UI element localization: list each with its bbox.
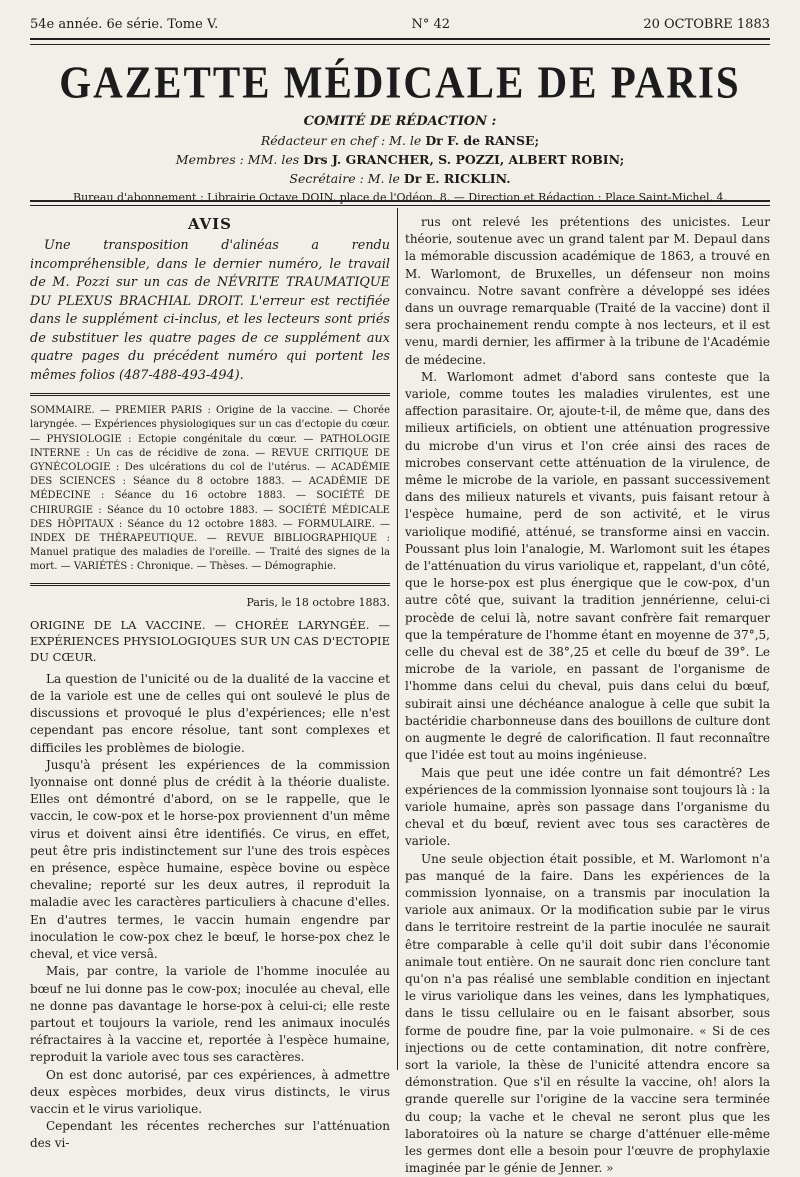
section-divider bbox=[30, 583, 390, 586]
summary: SOMMAIRE. — PREMIER PARIS : Origine de la vaccine. — Chorée laryngée. — Expériences physiologiques sur un cas d'ectopie du cœur. — PHYSIOLOGIE : Ectopie congénitale du cœur. — PATHOLOGIE INTERNE : Un cas de récidive de zona. — REVUE CRITIQUE DE GYNÉCOLOGIE : Des ulcérations du col de l'utérus. — ACADÉMIE DES SCIENCES : Séance du 8 octobre 1883. — ACADÉMIE DE MÉDECINE : Séance du 16 octobre 1883. — SOCIÉTÉ DE CHIRURGIE : Séance du 10 octobre 1883. — SOCIÉTÉ MÉDICALE DES HÔPITAUX : Séance du 12 octobre 1883. — FORMULAIRE. — INDEX DE THÉRAPEUTIQUE. — REVUE BIBLIOGRAPHIQUE : Manuel pratique des maladies de l'oreille. — Traité des signes de la mort. — VARIÉTÉS : Chronique. — Thèses. — Démographie. bbox=[30, 405, 390, 573]
issue-line bbox=[30, 14, 770, 34]
article-paragraph: La question de l'unicité ou de la dualité de la vaccine et de la variole est une de celles qui ont soulevé le plus de discussions et provoqué le plus d'expériences; elle n'est cependant pas encore résolue, tant sont complexes et difficiles les problèmes de biologie. bbox=[30, 671, 390, 755]
issue-info: 54e année. 6e série. Tome V. bbox=[30, 16, 219, 32]
masthead-bottom-rule-thin bbox=[30, 205, 770, 206]
members-line: Membres : MM. les Drs J. GRANCHER, S. POZZI, ALBERT ROBIN; bbox=[175, 152, 625, 167]
avis-title: AVIS bbox=[187, 215, 233, 233]
right-column bbox=[405, 214, 770, 1177]
column-divider bbox=[397, 208, 398, 1070]
article-body-right bbox=[405, 214, 770, 1177]
left-column bbox=[30, 216, 390, 1153]
secretary-line: Secrétaire : M. le Dr E. RICKLIN. bbox=[289, 171, 511, 186]
editor-line: Rédacteur en chef : M. le Dr F. de RANSE; bbox=[260, 133, 540, 148]
section-divider bbox=[30, 393, 390, 396]
issue-date: 20 OCTOBRE 1883 bbox=[643, 16, 770, 32]
dateline: Paris, le 18 octobre 1883. bbox=[246, 595, 390, 609]
top-rule bbox=[30, 38, 770, 40]
article-paragraph: Mais, par contre, la variole de l'homme inoculée au bœuf ne lui donne pas le cow-pox; inoculée au cheval, elle ne donne pas davantage le horse-pox à celui-ci; elle reste partout et toujours la variole, rend les animaux inoculés réfractaires à la vaccine et, reportée à l'espèce humaine, reproduit la variole avec tous ses caractères. bbox=[30, 964, 390, 1065]
issue-number: N° 42 bbox=[411, 16, 451, 32]
masthead-bottom-rule bbox=[30, 200, 770, 202]
article-paragraph: Mais que peut une idée contre un fait démontré? Les expériences de la commission lyonnaise sont toujours là : la variole humaine, après son passage dans l'organisme du cheval et du bœuf, revient avec tous ses caractères de variole. bbox=[405, 765, 770, 849]
article-paragraph: rus ont relevé les prétentions des unicistes. Leur théorie, soutenue avec un grand talent par M. Depaul dans la mémorable discussion académique de 1863, a trouvé en M. Warlomont, de Bruxelles, un défenseur non moins convaincu. Notre savant confrère a développé ses idées dans un ouvrage remarquable (Traité de la vaccine) dont il sera prochainement rendu compte à nos lecteurs, et il est venu, mardi dernier, les affirmer à la tribune de l'Académie de médecine. bbox=[405, 215, 770, 367]
committee-title: COMITÉ DE RÉDACTION : bbox=[303, 114, 497, 129]
editorial-committee bbox=[30, 112, 770, 207]
masthead-title: GAZETTE MÉDICALE DE PARIS bbox=[59, 56, 741, 108]
article-paragraph: Une seule objection était possible, et M. Warlomont n'a pas manqué de la faire. Dans les expériences de la commission lyonnaise, on a transmis par inoculation la variole aux animaux. Or la modification subie par le virus dans le territoire restreint de la partie inoculée ne saurait être comparable à celle qu'il doit subir dans l'économie animale tout entière. On ne saurait donc rien conclure tant qu'on n'a pas réalisé une semblable condition en injectant le virus variolique dans les veines, dans les lymphatiques, dans le tissu cellulaire ou en le faisant absorber, sous forme de poudre fine, par la voie pulmonaire. « Si de ces injections ou de cette contamination, dit notre confrère, sort la variole, la thèse de l'unicité attendra encore sa démonstration. Que s'il en résulte la vaccine, oh! alors la grande querelle sur l'origine de la vaccine sera terminée du coup; la vache et le cheval ne seront plus que les laboratoires où la nature se charge d'atténuer elle-même les germes dont elle a besoin pour l'œuvre de prophylaxie imaginée par le génie de Jenner. » bbox=[405, 851, 770, 1176]
article-paragraph: Cependant les récentes recherches sur l'atténuation des vi- bbox=[30, 1119, 390, 1151]
avis-text: Une transposition d'alinéas a rendu incompréhensible, dans le dernier numéro, le travail de M. Pozzi sur un cas de NÉVRITE TRAUMATIQUE DU PLEXUS BRACHIAL DROIT. L'erreur est rectifiée dans le supplément ci-inclus, et les lecteurs sont priés de substituer les quatre pages de ce supplément aux quatre pages du précédent numéro qui portent les mêmes folios (487-488-493-494). bbox=[30, 238, 390, 383]
article-paragraph: M. Warlomont admet d'abord sans conteste que la variole, comme toutes les maladies virulentes, est une affection parasitaire. Or, ajoute-t-il, de même que, dans des milieux artificiels, on obtient une atténuation progressive du microbe d'un virus et l'on crée ainsi des races de microbes conservant cette atténuation de la virulence, de même le microbe de la variole, en passant successivement dans des milieux naturels et vivants, puis faisant retour à l'espèce humaine, perd de son activité, et le virus variolique modifié, atténué, se transforme ainsi en vaccin. Poussant plus loin l'analogie, M. Warlomont suit les étapes de l'atténuation du virus variolique et, rappelant, d'un côté, que le horse-pox est plus énergique que le cow-pox, d'un autre côté que, suivant la tradition jennérienne, celui-ci procède de celui là, notre savant confrère fait remarquer que la température de l'homme étant en moyenne de 37°,5, celle du cheval est de 38°,25 et celle du bœuf de 39°. Le microbe de la variole, en passant de l'organisme de l'homme dans celui du cheval, puis dans celui du bœuf, subirait ainsi une déchéance analogue à celle que subit la bactéridie charbonneuse dans des bouillons de culture dont on augmente le degré de calorification. Il faut reconnaître que l'idée est tout au moins ingénieuse. bbox=[405, 369, 771, 763]
article-paragraph: Jusqu'à présent les expériences de la commission lyonnaise ont donné plus de crédit à la théorie dualiste. Elles ont démontré d'abord, on se le rappelle, que le vaccin, le cow-pox et le horse-pox proviennent d'un même virus et doivent ainsi être identifiés. Ce virus, en effet, peut être pris indistinctement sur l'une des trois espèces en présence, espèce humaine, espèce bovine ou espèce chevaline; reporté sur les deux autres, il reproduit la maladie avec les caractères particuliers à chacune d'elles. En d'autres termes, le vaccin humain engendre par inoculation le cow-pox chez le bœuf, le horse-pox chez le cheval, et vice versâ. bbox=[30, 757, 390, 962]
article-heading: ORIGINE DE LA VACCINE. — CHORÉE LARYNGÉE. — EXPÉRIENCES PHYSIOLOGIQUES SUR UN CAS D'ECTOPIE DU CŒUR. bbox=[30, 617, 390, 664]
subscription-office: Bureau d'abonnement : Librairie Octave DOIN, place de l'Odéon, 8. — Direction et Rédaction : Place Saint-Michel, 4. bbox=[72, 191, 728, 204]
top-rule-thin bbox=[30, 44, 770, 45]
article-body-left bbox=[30, 671, 390, 1153]
article-paragraph: On est donc autorisé, par ces expériences, à admettre deux espèces morbides, deux virus distincts, le virus vaccin et le virus variolique. bbox=[30, 1067, 390, 1116]
